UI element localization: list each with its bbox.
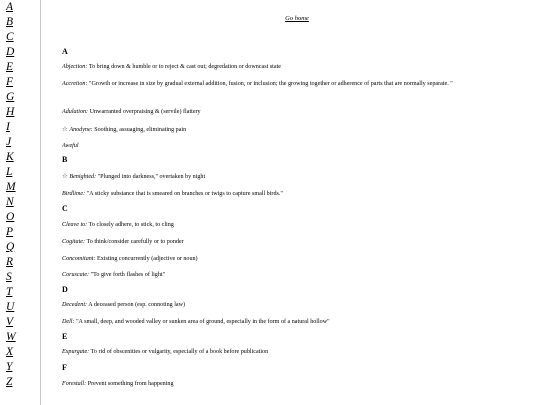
glossary-entry	[62, 380, 528, 389]
glossary-entry	[62, 301, 528, 310]
glossary-entry	[62, 80, 528, 89]
letter-link-z[interactable]: Z	[6, 376, 13, 388]
letter-link-n[interactable]: N	[6, 196, 14, 208]
entry-term: Aweful	[62, 143, 79, 149]
section-heading-a: A	[62, 47, 68, 56]
entry-definition: A deceased person (esp. connoting law)	[88, 302, 186, 308]
glossary-entry	[62, 255, 528, 264]
letter-link-q[interactable]: Q	[6, 241, 15, 253]
glossary-entry	[62, 108, 528, 117]
letter-link-j[interactable]: J	[6, 136, 12, 148]
letter-link-c[interactable]: C	[6, 31, 14, 43]
entry-definition: "Plunged into darkness," overtaken by night	[97, 174, 206, 180]
entry-term: Adulation:	[62, 109, 89, 115]
glossary-content	[62, 0, 532, 405]
glossary-entry	[62, 318, 528, 327]
letter-link-a[interactable]: A	[6, 1, 14, 13]
entry-definition: "To give forth flashes of light"	[90, 272, 166, 278]
letter-link-r[interactable]: R	[6, 256, 14, 268]
glossary-entry	[62, 190, 528, 199]
letter-link-u[interactable]: U	[6, 301, 15, 313]
entry-term: Concomitant:	[62, 256, 96, 262]
section-heading-c: C	[62, 204, 68, 213]
glossary-entry	[62, 348, 528, 357]
letter-link-s[interactable]: S	[6, 271, 12, 283]
section-heading-d: D	[62, 285, 68, 294]
letter-link-t[interactable]: T	[6, 286, 13, 298]
entry-definition: To bring down & humble or to reject & cast out; degredation or downcast state	[88, 64, 281, 70]
letter-link-l[interactable]: L	[6, 166, 13, 178]
glossary-entry	[62, 125, 528, 135]
entry-term: Accretion:	[62, 81, 88, 87]
entry-definition: To rid of obscenities or vulgarity, especially of a book before publication	[90, 349, 269, 355]
glossary-entry	[62, 238, 528, 247]
letter-link-h[interactable]: H	[6, 106, 15, 118]
alphabet-sidebar	[0, 0, 41, 405]
letter-link-x[interactable]: X	[6, 346, 14, 358]
star-icon: ☆	[62, 126, 68, 133]
glossary-entry	[62, 271, 528, 280]
entry-term: Coruscate:	[62, 272, 90, 278]
glossary-entry	[62, 142, 528, 151]
letter-link-p[interactable]: P	[6, 226, 14, 238]
entry-term: Anodyne:	[69, 127, 93, 133]
section-heading-f: F	[62, 363, 67, 372]
letter-link-f[interactable]: F	[6, 76, 14, 88]
go-home-link[interactable]: Go home	[285, 15, 309, 22]
entry-term: Dell:	[62, 319, 75, 325]
letter-link-g[interactable]: G	[6, 91, 15, 103]
letter-link-k[interactable]: K	[6, 151, 14, 163]
entry-term: Benighted:	[69, 174, 97, 180]
letter-link-y[interactable]: Y	[6, 361, 13, 373]
letter-link-v[interactable]: V	[6, 316, 14, 328]
entry-term: Expurgate:	[62, 349, 90, 355]
entry-term: Birdlime:	[62, 191, 86, 197]
star-icon: ☆	[62, 173, 68, 180]
glossary-entry	[62, 221, 528, 230]
glossary-entry	[62, 63, 528, 72]
glossary-entry	[62, 172, 528, 182]
entry-term: Decedent:	[62, 302, 88, 308]
letter-link-b[interactable]: B	[6, 16, 14, 28]
letter-link-m[interactable]: M	[6, 181, 16, 193]
entry-term: Cogitate:	[62, 239, 86, 245]
entry-definition: "A small, deep, and wooded valley or sunken area of ground, especially in the form of a natural hollow"	[76, 319, 330, 325]
section-heading-b: B	[62, 155, 68, 164]
entry-definition: Prevent something from happening	[87, 381, 174, 387]
entry-definition: "A sticky substance that is smeared on branches or twigs to capture small birds."	[86, 191, 283, 197]
letter-link-i[interactable]: I	[6, 121, 10, 133]
entry-definition: "Growth or increase in size by gradual external addition, fusion, or inclusion; the growing together or adherence of parts that are normally separate. "	[89, 81, 453, 87]
letter-link-d[interactable]: D	[6, 46, 15, 58]
entry-definition: To closely adhere, to stick, to cling	[88, 222, 174, 228]
entry-term: Abjection:	[62, 64, 88, 70]
letter-link-w[interactable]: W	[6, 331, 16, 343]
entry-definition: To think/consider carefully or to ponder	[86, 239, 184, 245]
entry-definition: Unwarranted overpraising & (servile) flattery	[89, 109, 201, 115]
entry-definition: Soothing, assuaging, eliminating pain	[94, 127, 187, 133]
entry-term: Forestall:	[62, 381, 87, 387]
letter-link-o[interactable]: O	[6, 211, 15, 223]
section-heading-e: E	[62, 332, 68, 341]
entry-definition: Existing concurrently (adjective or noun)	[97, 256, 198, 262]
entry-term: Cleave to:	[62, 222, 88, 228]
letter-link-e[interactable]: E	[6, 61, 14, 73]
